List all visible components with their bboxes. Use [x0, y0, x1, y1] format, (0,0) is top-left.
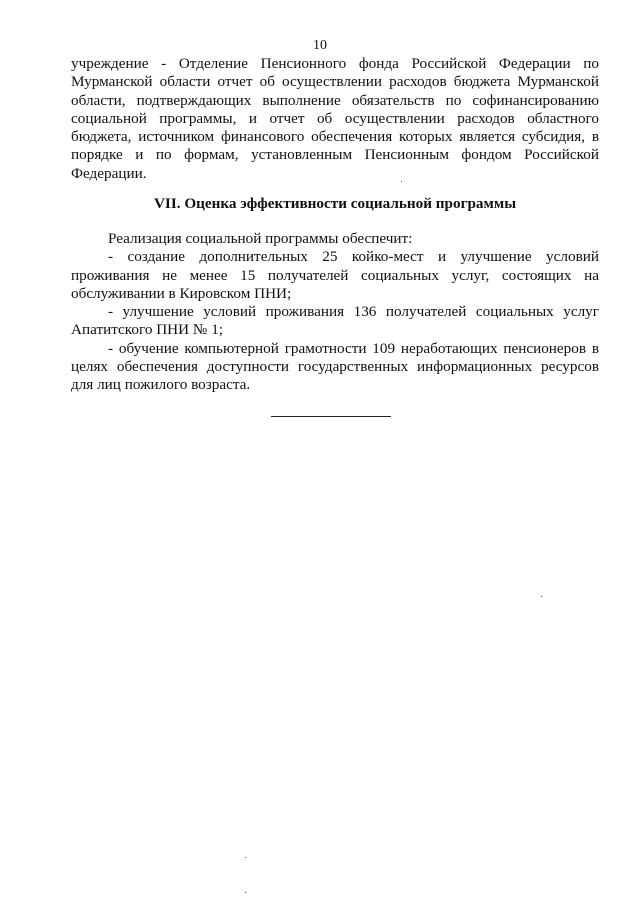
scan-speck	[245, 892, 246, 893]
end-divider	[271, 416, 391, 417]
scan-speck	[245, 857, 246, 858]
lead-sentence: Реализация социальной программы обеспечит:	[108, 230, 413, 247]
list-item: - улучшение условий проживания 136 получателей социальных услуг Апатитского ПНИ № 1;	[71, 303, 599, 339]
page-number: 10	[313, 38, 327, 53]
intro-paragraph: учреждение - Отделение Пенсионного фонда Российской Федерации по Мурманской области отчет об осуществлении расходов бюджета Мурманской области, подтверждающих выполнение обязательств по софинансированию социальной программы, и отчет об осуществлении расходов областного бюджета, источником финансового обеспечения которых является субсидия, в порядке и по формам, установленным Пенсионным фондом Российской Федерации.	[71, 55, 599, 182]
list-item: - обучение компьютерной грамотности 109 неработающих пенсионеров в целях обеспечения доступности государственных информационных ресурсов для лиц пожилого возраста.	[71, 339, 599, 394]
section-heading: VII. Оценка эффективности социальной программы	[153, 195, 517, 212]
list-item: - создание дополнительных 25 койко-мест и улучшение условий проживания не менее 15 получателей социальных услуг, состоящих на обслуживании в Кировском ПНИ;	[71, 248, 599, 302]
scan-speck	[541, 596, 542, 597]
intro-block	[71, 55, 599, 183]
scan-speck	[401, 181, 402, 182]
section-body	[71, 230, 599, 395]
